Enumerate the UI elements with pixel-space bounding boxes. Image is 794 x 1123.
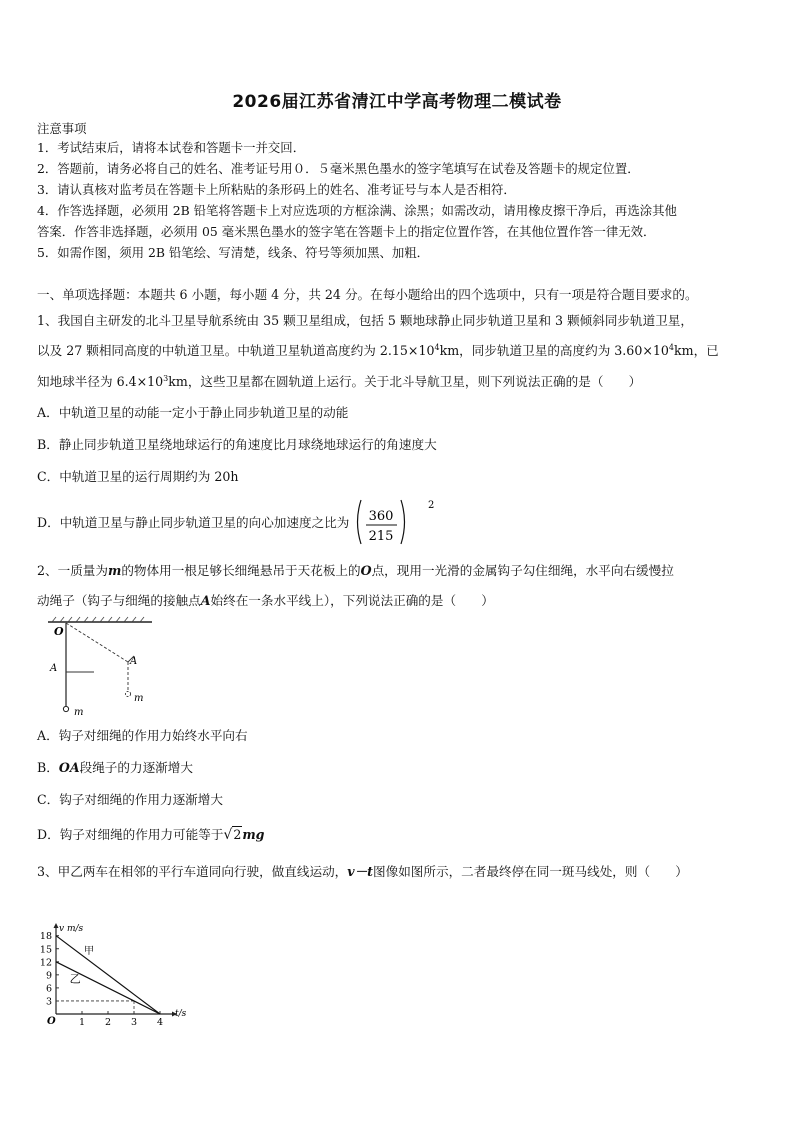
q2-option-a: A．钩子对细绳的作用力始终水平向右: [37, 728, 248, 743]
section-heading: 一、单项选择题：本题共 6 小题，每小题 4 分，共 24 分。在每小题给出的四个选项中，只有一项是符合题目要求的。: [37, 287, 698, 302]
y-axis-arrow: [54, 923, 59, 928]
origin-label: O: [47, 1016, 56, 1027]
notice-item-4-cont: 答案．作答非选择题，必须用 05 毫米黑色墨水的签字笔在答题卡上的指定位置作答，在其他位置作答一律无效．: [37, 224, 656, 239]
q2-line-2: 动绳子（钩子与细绳的接触点A始终在一条水平线上），下列说法正确的是（ ）: [37, 593, 494, 608]
label-A-left: A: [50, 663, 58, 674]
x-tick-label: 3: [130, 1017, 138, 1028]
q1-line-3: 知地球半径为 $6.4\times 10^3km$，这些卫星都在圆轨道上运行。关于北斗导航卫星，则下列说法正确的是（ ）: [37, 374, 642, 389]
y-tick-label: 12: [39, 957, 52, 969]
label-O: O: [54, 625, 64, 638]
fraction-numerator: 360: [368, 509, 394, 524]
series-jia-label: 甲: [84, 945, 94, 957]
q1-option-b: B．静止同步轨道卫星绕地球运行的角速度比月球绕地球运行的角速度大: [37, 437, 437, 452]
y-tick-label: 9: [45, 970, 52, 982]
q2-option-b: B．OA段绳子的力逐渐增大: [37, 760, 193, 775]
notice-item-4: 4．作答选择题，必须用 2B 铅笔将答题卡上对应选项的方框涂满、涂黑；如需改动，请用橡皮擦干净后，再选涂其他: [37, 203, 677, 218]
label-A-right: A: [130, 656, 138, 667]
page-title: 2026届江苏省清江中学高考物理二模试卷: [232, 92, 562, 112]
notice-item-2: 2．答题前，请务必将自己的姓名、准考证号用０．５毫米黑色墨水的签字笔填写在试卷及答题卡的规定位置．: [37, 161, 640, 176]
vt-graph: [34, 896, 194, 1028]
q1-option-a: A．中轨道卫星的动能一定小于静止同步轨道卫星的动能: [37, 405, 349, 420]
x-tick-label: 2: [104, 1017, 112, 1028]
y-axis-label: v m/s: [59, 924, 84, 934]
q2-figure: [38, 614, 178, 718]
q2-line-1: 2、一质量为m的物体用一根足够长细绳悬吊于天花板上的O点，现用一光滑的金属钩子勾住细绳，水平向右缓慢拉: [37, 563, 674, 578]
series-yi-line: [56, 962, 160, 1014]
q2-option-c: C．钩子对细绳的作用力逐渐增大: [37, 792, 223, 807]
q1-option-c: C．中轨道卫星的运行周期约为 20h: [37, 469, 239, 484]
fraction-denominator: 215: [368, 529, 394, 544]
q1-line-2: 以及 27 颗相同高度的中轨道卫星。中轨道卫星轨道高度约为 $2.15\times 10^4km$，同步轨道卫星的高度约为 $3.60\times 10^4km$，已: [37, 343, 719, 358]
q2-option-d: D．钩子对细绳的作用力可能等于√2mg: [37, 827, 265, 843]
x-axis-label: t/s: [175, 1009, 187, 1019]
label-m-right: m: [134, 693, 144, 704]
fraction-exponent: 2: [428, 500, 435, 511]
mass-left: [63, 706, 68, 711]
notice-heading: 注意事项: [37, 121, 87, 136]
x-tick-label: 4: [156, 1017, 164, 1028]
notice-item-3: 3．请认真核对监考员在答题卡上所粘贴的条形码上的姓名、准考证号与本人是否相符．: [37, 182, 516, 197]
series-yi-label: 乙: [69, 972, 81, 986]
q1-fraction: [353, 496, 443, 548]
label-m-left: m: [74, 707, 84, 718]
notice-item-5: 5．如需作图，须用 2B 铅笔绘、写清楚，线条、符号等须加黑、加粗．: [37, 245, 430, 260]
y-tick-label: 3: [45, 996, 52, 1008]
q1-option-d: D．中轨道卫星与静止同步轨道卫星的向心加速度之比为: [37, 515, 350, 530]
y-tick-label: 6: [45, 983, 52, 995]
y-tick-label: 15: [39, 944, 52, 956]
y-tick-label: 18: [39, 931, 52, 943]
q1-line-1: 1、我国自主研发的北斗卫星导航系统由 35 颗卫星组成，包括 5 颗地球静止同步轨道卫星和 3 颗倾斜同步轨道卫星，: [37, 313, 693, 328]
q3-line-1: 3、甲乙两车在相邻的平行车道同向行驶，做直线运动，v－t图像如图所示，二者最终停在同一斑马线处，则（ ）: [37, 864, 688, 879]
x-tick-label: 1: [78, 1017, 86, 1028]
notice-item-1: 1．考试结束后，请将本试卷和答题卡一并交回．: [37, 140, 306, 155]
mass-right: [125, 691, 130, 696]
